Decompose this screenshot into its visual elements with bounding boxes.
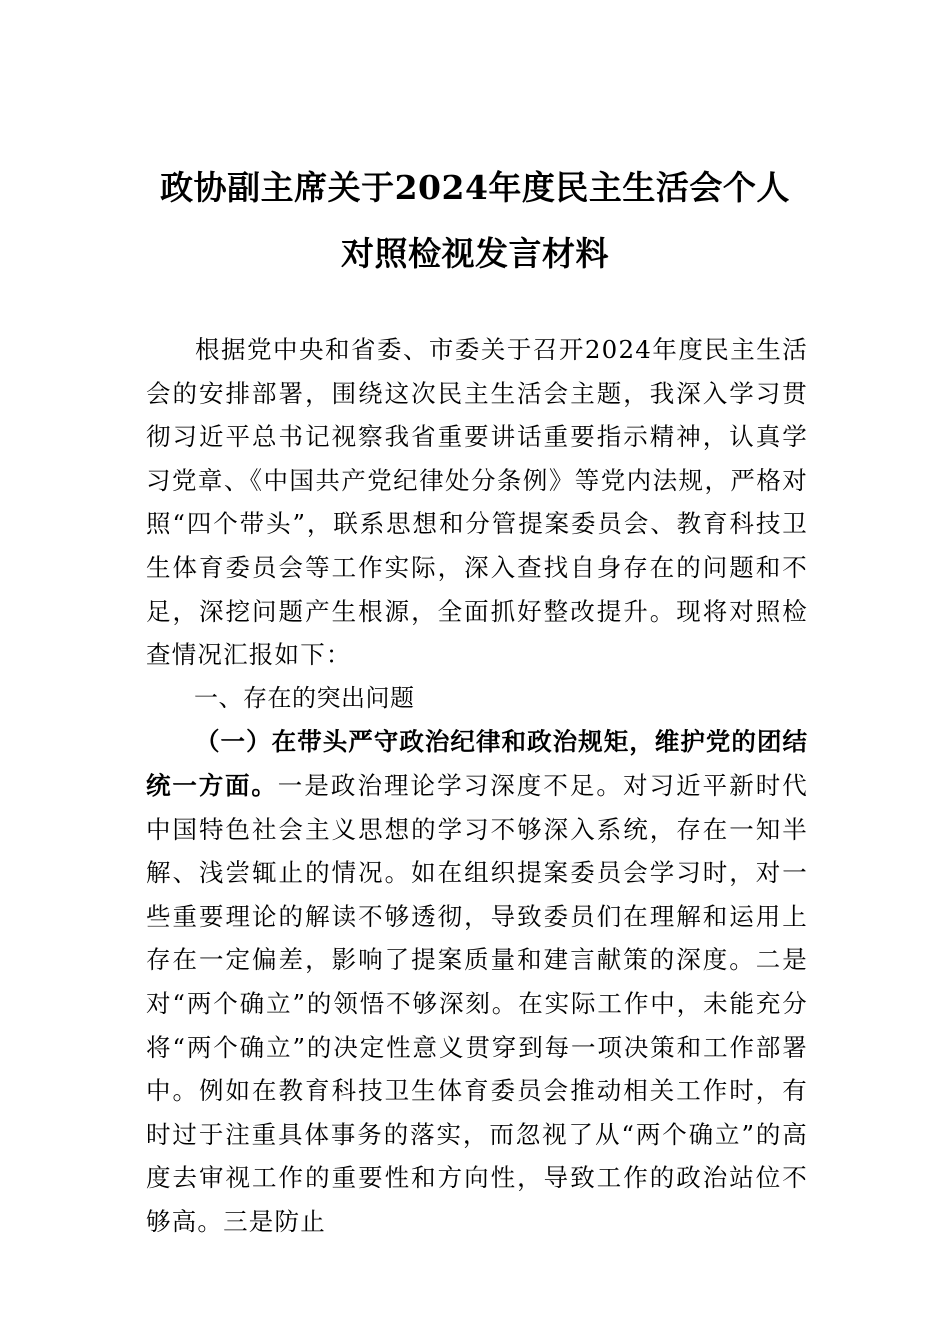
subsection-paragraph-1 xyxy=(146,720,808,1243)
subsection-body-1: 一是政治理论学习深度不足。对习近平新时代中国特色社会主义思想的学习不够深入系统，存在一知半解、浅尝辄止的情况。如在组织提案委员会学习时，对一些重要理论的解读不够透彻，导致委员们在理解和运用上存在一定偏差，影响了提案质量和建言献策的深度。二是对“两个确立”的领悟不够深刻。在实际工作中，未能充分将“两个确立”的决定性意义贯穿到每一项决策和工作部署中。例如在教育科技卫生体育委员会推动相关工作时，有时过于注重具体事务的落实，而忽视了从“两个确立”的高度去审视工作的重要性和方向性，导致工作的政治站位不够高。三是防止 xyxy=(146,770,809,1236)
title-line-1: 政协副主席关于2024年度民主生活会个人 xyxy=(160,168,790,207)
document-title xyxy=(120,155,830,287)
subsection-heading-1: （一）在带头严守政治纪律和政治规矩，维护党的团结统一方面。 xyxy=(146,727,808,800)
title-line-2: 对照检视发言材料 xyxy=(341,234,609,273)
intro-paragraph: 根据党中央和省委、市委关于召开2024年度民主生活会的安排部署，围绕这次民主生活会主题，我深入学习贯彻习近平总书记视察我省重要讲话重要指示精神，认真学习党章、《中国共产党纪律处分条例》等党内法规，严格对照“四个带头”，联系思想和分管提案委员会、教育科技卫生体育委员会等工作实际，深入查找自身存在的问题和不足，深挖问题产生根源，全面抓好整改提升。现将对照检查情况汇报如下： xyxy=(146,335,808,670)
document-body xyxy=(146,328,808,1243)
section-heading-problems: 一、存在的突出问题 xyxy=(194,683,415,712)
